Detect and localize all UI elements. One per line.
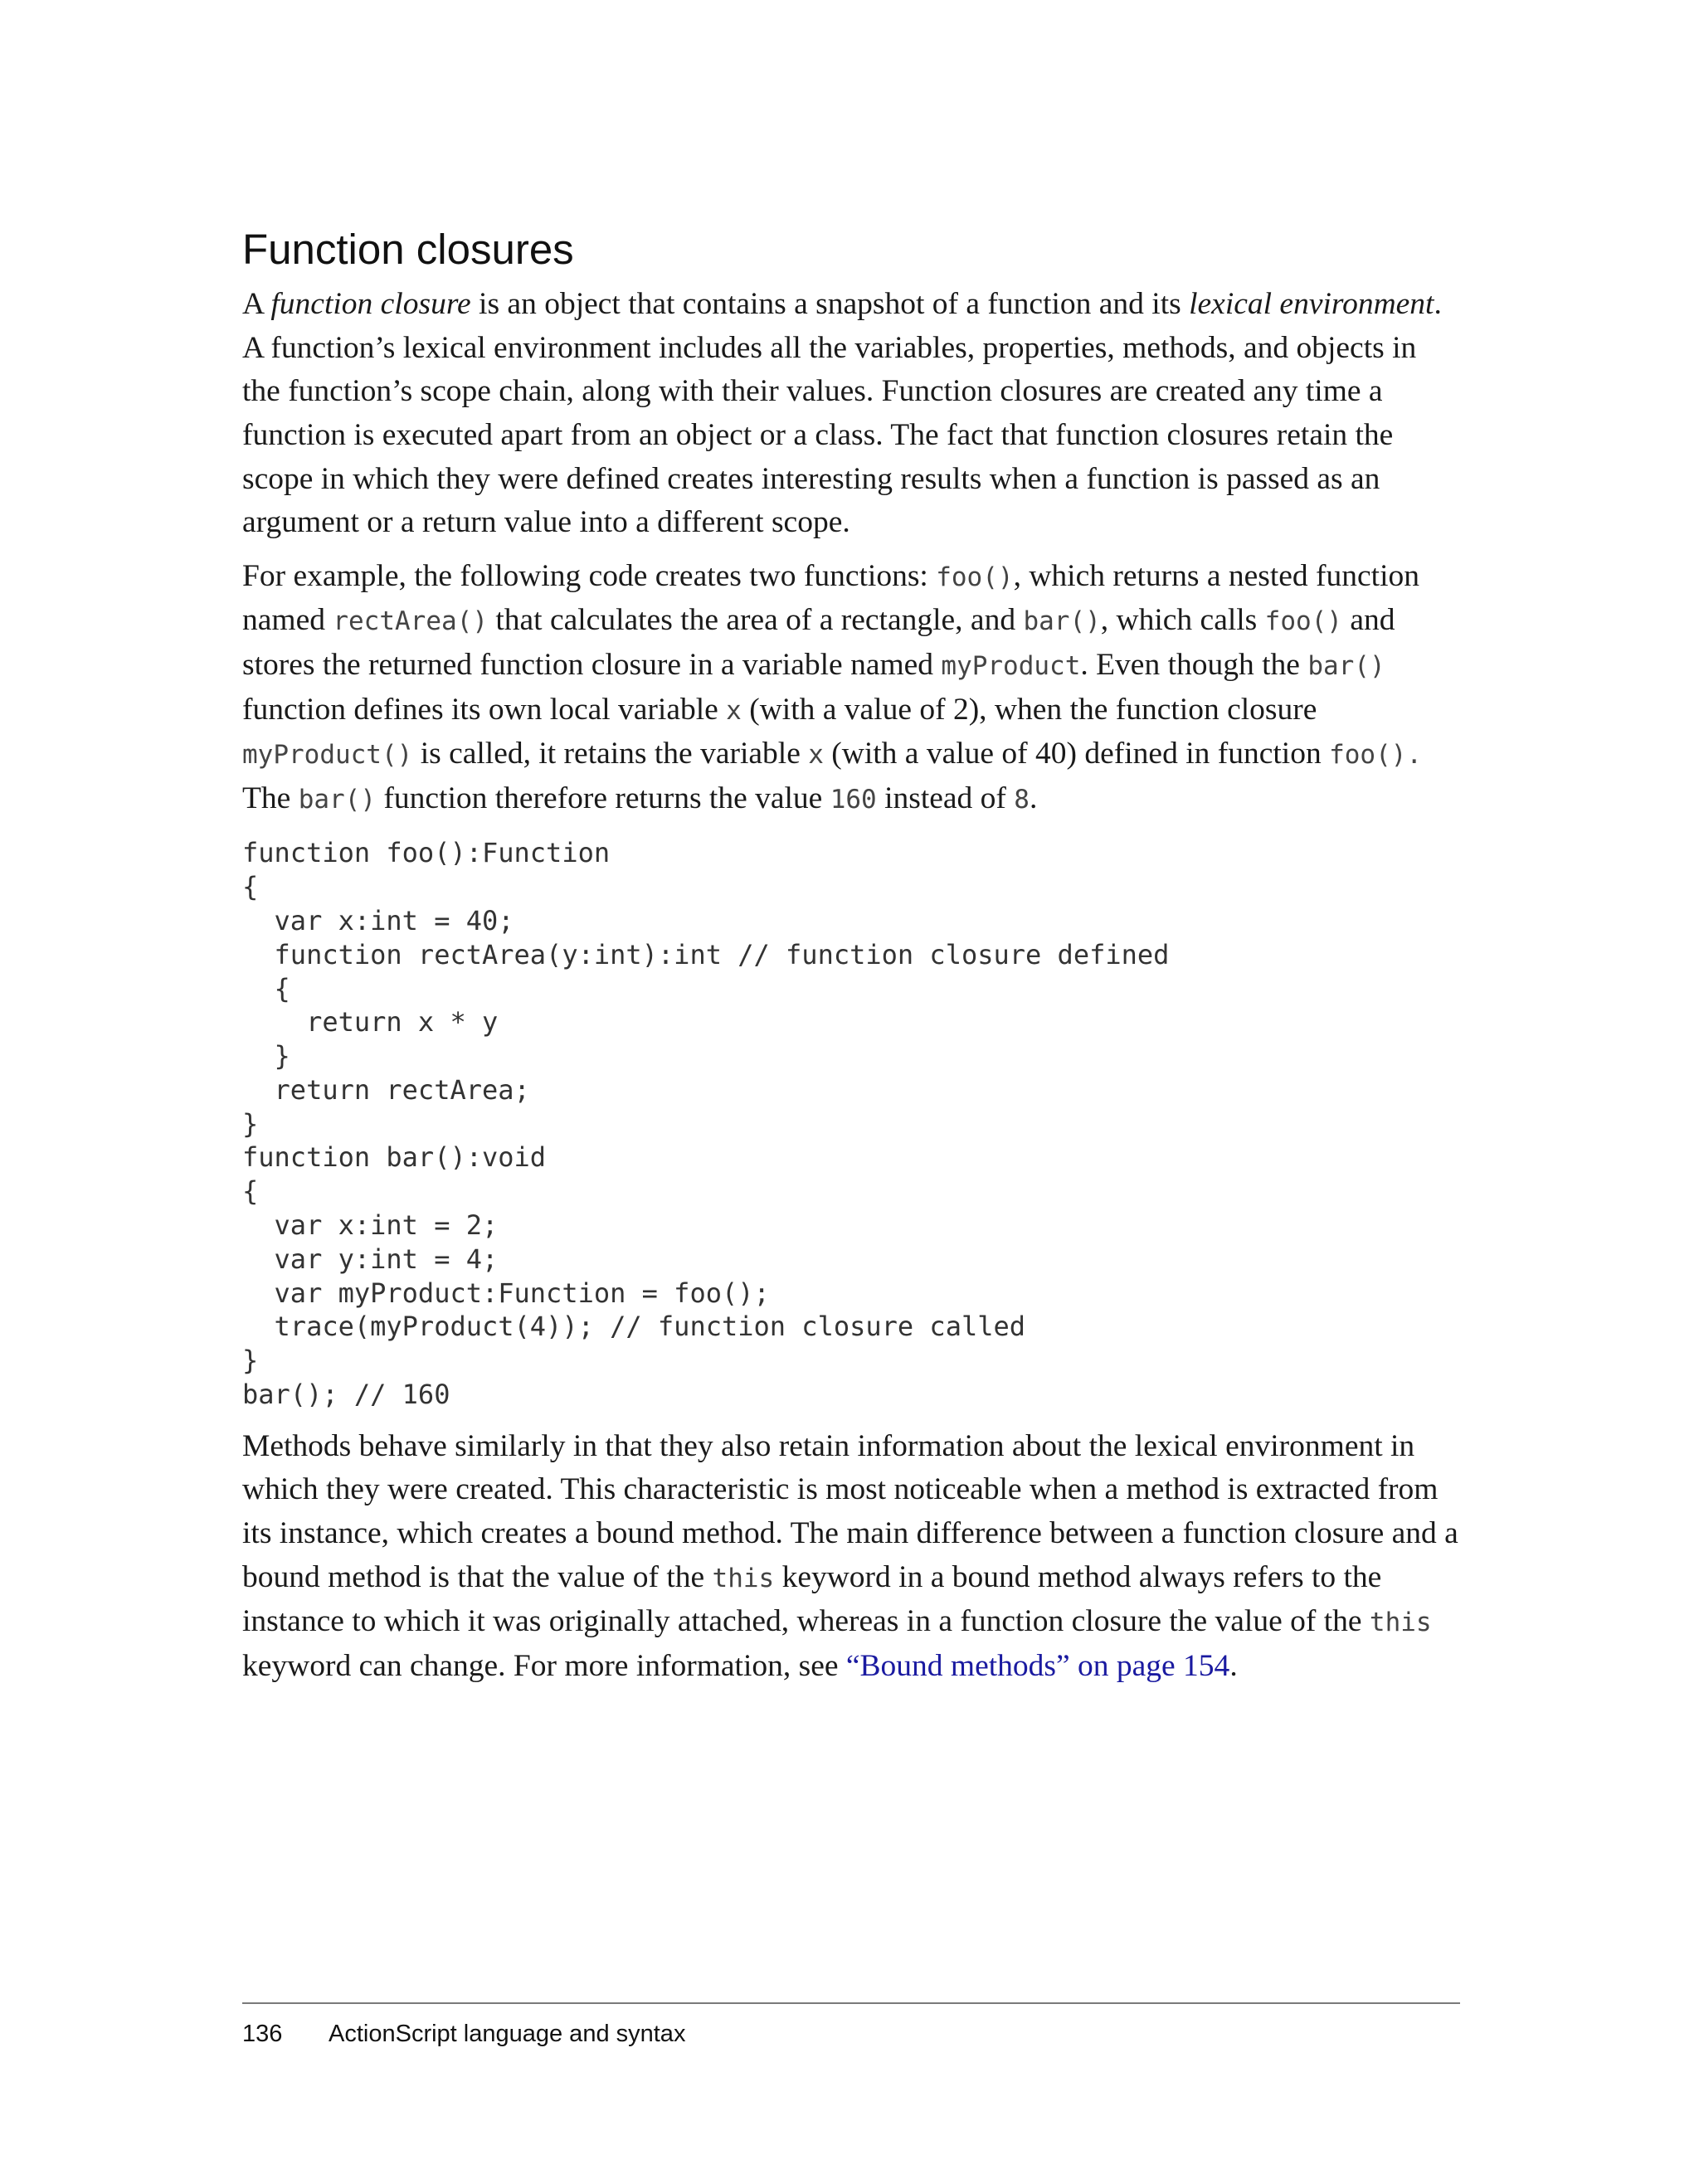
text-run: , which returns a nested function named xyxy=(242,558,1420,638)
text-run: . xyxy=(1029,781,1038,815)
code-line: } xyxy=(242,1345,259,1377)
text-run: function therefore returns the value xyxy=(376,781,830,815)
text-run: Methods behave similarly in that they also retain information about the lexical environment in which they were created. This characteristic is most noticeable when a method is extracted from its instance, which creates a bound method. The main difference between a function closure and a bound method is that the value of the xyxy=(242,1428,1458,1594)
inline-code: bar() xyxy=(1307,650,1385,681)
paragraph-methods xyxy=(242,1425,1460,1689)
inline-code: rectArea() xyxy=(333,606,488,637)
code-line: function foo():Function xyxy=(242,837,611,869)
term-function-closure: function closure xyxy=(270,287,471,322)
page-title: Function closures xyxy=(242,226,574,273)
inline-code: myProduct() xyxy=(242,740,413,771)
inline-code: myProduct xyxy=(941,650,1081,681)
text-run: (with a value of 40) defined in function xyxy=(823,737,1330,771)
inline-code: bar() xyxy=(298,784,377,815)
cross-reference-link[interactable]: “Bound methods” on page 154 xyxy=(845,1648,1230,1683)
text-run: that calculates the area of a rectangle, and xyxy=(487,603,1024,638)
code-line: return x * y xyxy=(242,1006,499,1038)
text-run: is called, it retains the variable xyxy=(412,737,809,771)
running-footer-title: ActionScript language and syntax xyxy=(329,2021,686,2047)
inline-code: foo(). xyxy=(1329,740,1423,771)
inline-code: foo() xyxy=(1264,606,1342,637)
code-line: var x:int = 40; xyxy=(242,904,514,936)
text-run: , which calls xyxy=(1100,603,1265,638)
inline-code: x xyxy=(808,740,824,771)
code-line: return rectArea; xyxy=(242,1073,530,1106)
text-run: A xyxy=(242,287,271,322)
text-run: (with a value of 2), when the function closure xyxy=(741,692,1317,727)
text-run: keyword in a bound method always refers to the instance to which it was originally attached, whereas in a function closure the value of the xyxy=(242,1559,1382,1639)
code-line: function rectArea(y:int):int // function closure defined xyxy=(242,938,1170,970)
code-listing xyxy=(242,836,1460,1412)
text-run: instead of xyxy=(876,781,1015,815)
text-run: is an object that contains a snapshot of a function and its xyxy=(470,287,1190,322)
text-run: and stores the returned function closure in a variable named xyxy=(242,603,1395,682)
text-run: . A function’s lexical environment includes all the variables, properties, methods, and objects in the function’s scope chain, along with their values. Function closures are created any time a function is executed apart from an object or a class. The fact that function closures retain the scope in which they were defined creates interesting results when a function is passed as an argument or a return value into a different scope. xyxy=(242,287,1442,540)
term-lexical-environment: lexical environment xyxy=(1189,287,1434,322)
page-content xyxy=(242,224,1460,1698)
text-run: keyword can change. For more information, see xyxy=(242,1648,846,1683)
code-line: bar(); // 160 xyxy=(242,1379,450,1411)
page-number: 136 xyxy=(242,2021,283,2047)
text-run: The xyxy=(242,781,299,815)
inline-code: bar() xyxy=(1023,606,1101,637)
inline-code: this xyxy=(712,1563,775,1593)
inline-code: 160 xyxy=(830,784,877,815)
code-line: { xyxy=(242,871,259,903)
code-line: trace(myProduct(4)); // function closure called xyxy=(242,1311,1026,1343)
page-footer xyxy=(242,2002,1460,2048)
code-line: var myProduct:Function = foo(); xyxy=(242,1277,770,1309)
inline-code: this xyxy=(1369,1608,1432,1638)
paragraph-example xyxy=(242,555,1460,822)
code-line: { xyxy=(242,1175,259,1208)
text-run: function defines its own local variable xyxy=(242,692,727,727)
code-line: { xyxy=(242,972,290,1004)
code-line: function bar():void xyxy=(242,1141,547,1174)
inline-code: 8 xyxy=(1014,784,1030,815)
inline-code: foo() xyxy=(936,562,1014,592)
paragraph-definition xyxy=(242,283,1460,545)
code-line: } xyxy=(242,1107,259,1140)
text-run: . xyxy=(1229,1648,1238,1683)
inline-code: x xyxy=(726,695,742,726)
text-run: . Even though the xyxy=(1080,647,1308,682)
code-line: } xyxy=(242,1040,290,1073)
text-run: For example, the following code creates two functions: xyxy=(242,558,937,593)
code-line: var y:int = 4; xyxy=(242,1243,499,1275)
code-line: var x:int = 2; xyxy=(242,1209,499,1242)
